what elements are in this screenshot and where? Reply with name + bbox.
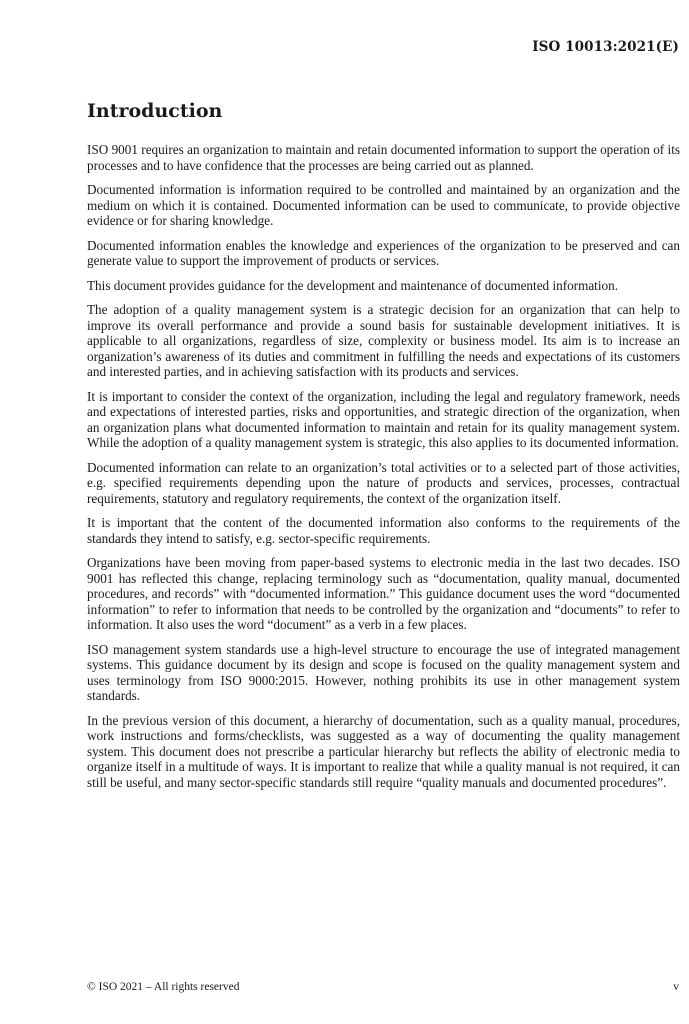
copyright-notice: © ISO 2021 – All rights reserved bbox=[87, 981, 240, 993]
introduction-body bbox=[87, 142, 680, 799]
section-title: Introduction bbox=[87, 100, 223, 122]
paragraph-3: Documented information enables the knowledge and experiences of the organization to be preserved and can generate value to support the improvement of products or services. bbox=[87, 237, 680, 268]
paragraph-1: ISO 9001 requires an organization to maintain and retain documented information to support the operation of its processes and to have confidence that the processes are being carried out as planned. bbox=[87, 142, 680, 173]
paragraph-7: Documented information can relate to an organization’s total activities or to a selected part of those activities, e.g. specified requirements depending upon the nature of products and services, processes, contractual requirements, statutory and regulatory requirements, the context of the organization itself. bbox=[87, 459, 680, 506]
paragraph-6: It is important to consider the context of the organization, including the legal and regulatory framework, needs and expectations of interested parties, risks and opportunities, and strategic direction of the organization, when an organization plans what documented information to maintain and retain for its quality management system. While the adoption of a quality management system is strategic, this also applies to its documented information. bbox=[87, 388, 680, 450]
paragraph-4: This document provides guidance for the development and maintenance of documented information. bbox=[87, 277, 618, 293]
paragraph-11: In the previous version of this document, a hierarchy of documentation, such as a quality manual, procedures, work instructions and forms/checklists, was suggested as a way of documenting the quality management system. This document does not prescribe a particular hierarchy but reflects the ability of electronic media to organize itself in a multitude of ways. It is important to realize that while a quality manual is not required, it can still be useful, and many sector-specific standards still require “quality manuals and documented procedures”. bbox=[87, 712, 680, 790]
paragraph-10: ISO management system standards use a high-level structure to encourage the use of integrated management systems. This guidance document by its design and scope is focused on the quality management system and uses terminology from ISO 9000:2015. However, nothing prohibits its use in other management system standards. bbox=[87, 641, 680, 703]
paragraph-9: Organizations have been moving from paper-based systems to electronic media in the last two decades. ISO 9001 has reflected this change, replacing terminology such as “documentation, quality manual, documented procedures, and records” with “documented information.” This guidance document uses the word “documented information” to refer to information that needs to be controlled by the organization and “documents” to refer to information. It also uses the word “document” as a verb in a few places. bbox=[87, 555, 680, 632]
document-identifier: ISO 10013:2021(E) bbox=[532, 39, 679, 55]
page-number: v bbox=[673, 981, 679, 993]
paragraph-5: The adoption of a quality management system is a strategic decision for an organization that can help to improve its overall performance and provide a sound basis for sustainable development initiatives. It is applicable to all organizations, regardless of size, complexity or business model. Its aim is to increase an organization’s awareness of its duties and commitment in fulfilling the needs and expectations of its customers and interested parties, and in achieving satisfaction with its products and services. bbox=[87, 302, 680, 379]
paragraph-2: Documented information is information required to be controlled and maintained by an organization and the medium on which it is contained. Documented information can be used to communicate, to provide objective evidence or for sharing knowledge. bbox=[87, 182, 680, 228]
paragraph-8: It is important that the content of the documented information also conforms to the requirements of the standards they intend to satisfy, e.g. sector-specific requirements. bbox=[87, 515, 680, 546]
